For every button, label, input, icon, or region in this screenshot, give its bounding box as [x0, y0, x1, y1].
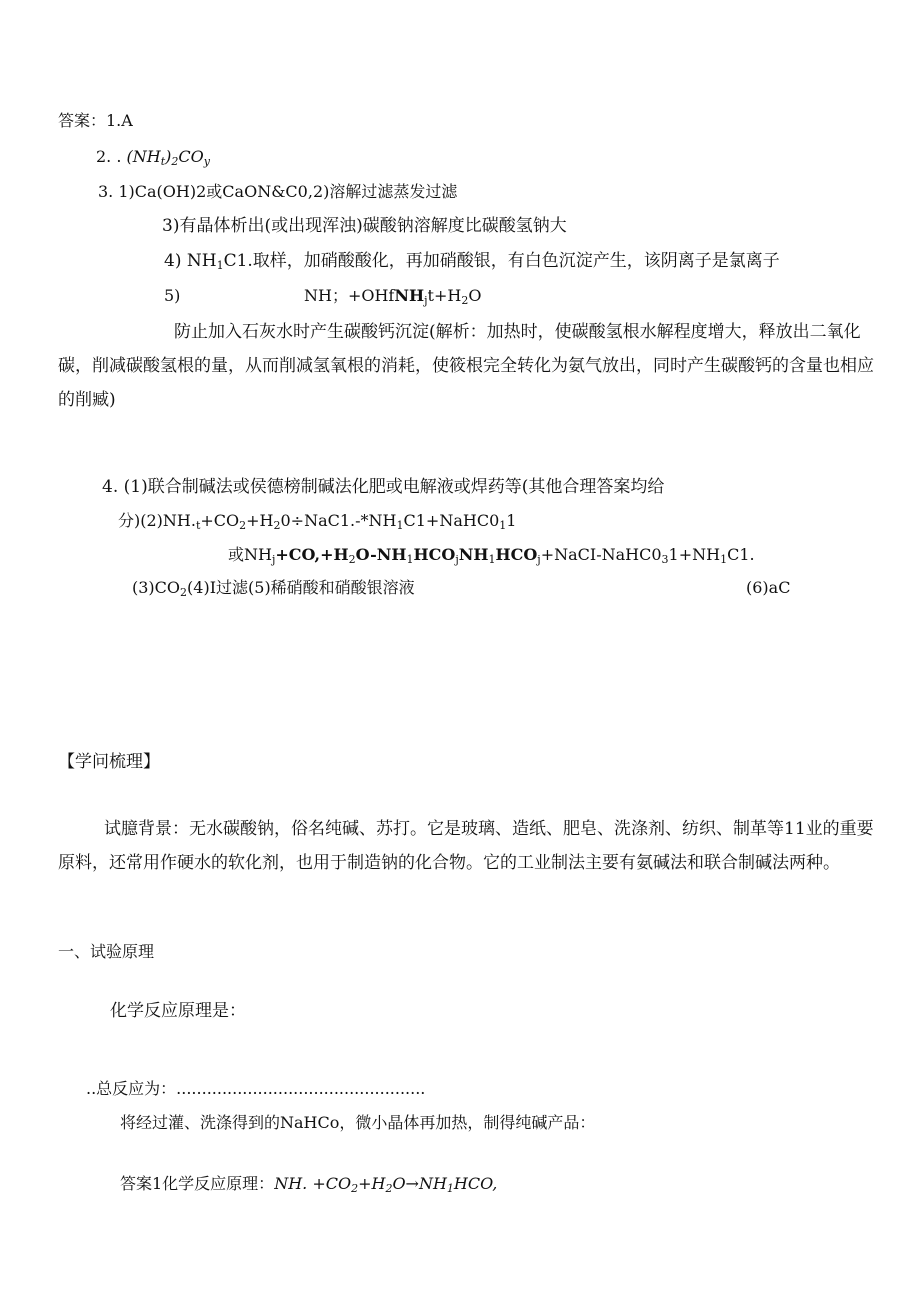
answer-head: 答案：1.A	[58, 111, 133, 130]
answer-principle-equation: NH. $+CO_2+H_2O\to NH_1HCO$,	[274, 1174, 498, 1195]
heading-experiment-principle: 一、试验原理	[58, 942, 155, 961]
answer-4-line3: 或$NH_j+CO,+H_2O-NH_1HCO_jNH_1HCO_j+NaCI-NaHC0_31+NH_1C1$.	[228, 545, 755, 566]
answer-3-line3: 4) $NH_1C1$.取样，加硝酸酸化，再加硝酸银，有白色沉淀产生，该阴离子是氯离子	[164, 251, 780, 272]
answer-2	[96, 146, 210, 168]
answer-3-line4-number: 5)	[164, 286, 181, 305]
answer-3-line1: 3. 1)Ca(OH)2或CaON&C0,2)溶解过滤蒸发过滤	[98, 182, 458, 201]
section-title: 【学问梳理】	[58, 752, 160, 772]
principle-label: 化学反应原理是：	[110, 1001, 246, 1021]
answer-4-line1: 4. (1)联合制碱法或侯德榜制碱法化肥或电解液或焊药等(其他合理答案均给	[102, 477, 665, 497]
explanation-paragraph: 防止加入石灰水时产生碳酸钙沉淀(解析：加热时，使碳酸氢根水解程度增大，释放出二氧化碳，削减碳酸氢根的量，从而削减氢氧根的消耗，使筱根完全转化为氨气放出，同时产生碳酸钙的含量也相应的削臧)	[58, 322, 874, 410]
answer-principle-line: 答案1化学反应原理：NH. $+CO_2+H_2O\to NH_1HCO$,	[120, 1174, 498, 1195]
answer-2-formula: $(NH_t)_2CO_y$	[126, 147, 210, 168]
answer-3-line2: 3)有晶体析出(或出现浑浊)碳酸钠溶解度比碳酸氢钠大	[162, 216, 567, 236]
answer-2-number: 2. .	[96, 147, 122, 166]
answer-4-line4: $(3)CO_2(4)I$过滤(5)稀硝酸和硝酸银溶液	[132, 578, 415, 599]
answer-3-line4-equation: NH；$+OHfNH_jt+H_2O$	[304, 286, 482, 307]
total-reaction-line: ..总反应为：.................................................	[86, 1079, 426, 1098]
answer-4-line4-right: (6)aC	[746, 578, 791, 597]
answer-4-line2: 分)$(2)NH._t+CO_2+H_20\div NaC1.-*NH_1C1+NaHC0_11$	[118, 511, 517, 532]
background-paragraph: 试臆背景：无水碳酸钠，俗名纯碱、苏打。它是玻璃、造纸、肥皂、洗涤剂、纺织、制革等11业的重要原料，还常用作硬水的软化剂，也用于制造钠的化合物。它的工业制法主要有氨碱法和联合制碱法两种。	[58, 819, 874, 873]
heating-line: 将经过灌、洗涤得到的NaHCo，微小晶体再加热，制得纯碱产品：	[120, 1113, 596, 1132]
